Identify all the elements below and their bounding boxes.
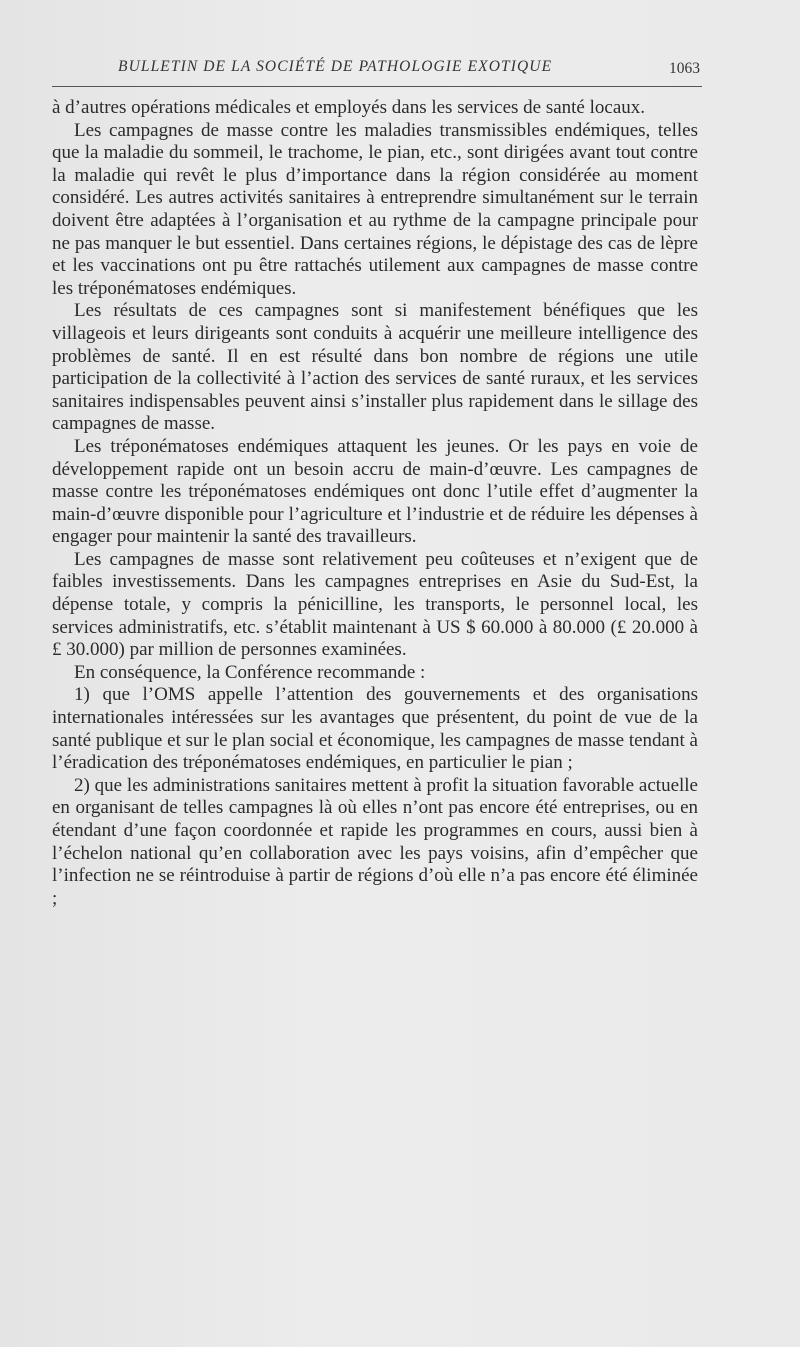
body-text (52, 97, 698, 910)
page-header (118, 58, 708, 82)
running-title: BULLETIN DE LA SOCIÉTÉ DE PATHOLOGIE EXOTIQUE (118, 58, 553, 75)
page-number: 1063 (669, 60, 700, 77)
recommendation-item-1: 1) que l’OMS appelle l’attention des gouvernements et des organisations internationales intéressées sur les avantages que présentent, du point de vue de la santé publique et sur le plan social et économique, les campagnes de masse tendant à l’éradication des tréponématoses endémiques, en particulier le pian ; (52, 684, 698, 774)
recommendation-item-2: 2) que les administrations sanitaires mettent à profit la situation favorable actuelle en organisant de telles campagnes là où elles n’ont pas encore été entreprises, ou en étendant d’une façon coordonnée et rapide les programmes en cours, aussi bien à l’échelon national qu’en collaboration avec les pays voisins, afin d’empêcher que l’infection ne se réintroduise à partir de régions d’où elle n’a pas encore été éliminée ; (52, 774, 698, 909)
paragraph-results: Les résultats de ces campagnes sont si manifestement bénéfiques que les villageois et leurs dirigeants sont conduits à acquérir une meilleure intelligence des problèmes de santé. Il en est résulté dans bon nombre de régions une utile participation de la collectivité à l’action des services de santé ruraux, et les services sanitaires indispensables peuvent ainsi s’installer plus rapidement dans le sillage des campagnes de masse. (52, 300, 698, 435)
paragraph-mass-campaigns: Les campagnes de masse contre les maladies transmissibles endémiques, telles que la maladie du sommeil, le trachome, le pian, etc., sont dirigées avant tout contre la maladie qui revêt le plus d’importance dans la région considérée au moment considéré. Les autres activités sanitaires à entreprendre simultanément sur le terrain doivent être adaptées à l’organisation et au rythme de la campagne principale pour ne pas manquer le but essentiel. Dans certaines régions, le dépistage des cas de lèpre et les vaccinations ont pu être rattachés utilement aux campagnes de masse contre les tréponématoses endémiques. (52, 119, 698, 299)
paragraph-treponematoses-youth: Les tréponématoses endémiques attaquent les jeunes. Or les pays en voie de développement rapide ont un besoin accru de main-d’œuvre. Les campagnes de masse contre les tréponématoses endémiques ont donc l’utile effet d’augmenter la main-d’œuvre disponible pour l’agriculture et l’industrie et de réduire les dépenses à engager pour maintenir la santé des travailleurs. (52, 435, 698, 548)
paragraph-costs: Les campagnes de masse sont relativement peu coûteuses et n’exigent que de faibles investissements. Dans les campagnes entreprises en Asie du Sud-Est, la dépense totale, y compris la pénicilline, les transports, le personnel local, les services administratifs, etc. s’établit maintenant à US $ 60.000 à 80.000 (£ 20.000 à £ 30.000) par million de personnes examinées. (52, 548, 698, 661)
paragraph-continuation: à d’autres opérations médicales et employés dans les services de santé locaux. (52, 97, 646, 118)
header-rule (52, 86, 702, 87)
paragraph-recommendation-intro: En conséquence, la Conférence recommande : (74, 661, 426, 683)
